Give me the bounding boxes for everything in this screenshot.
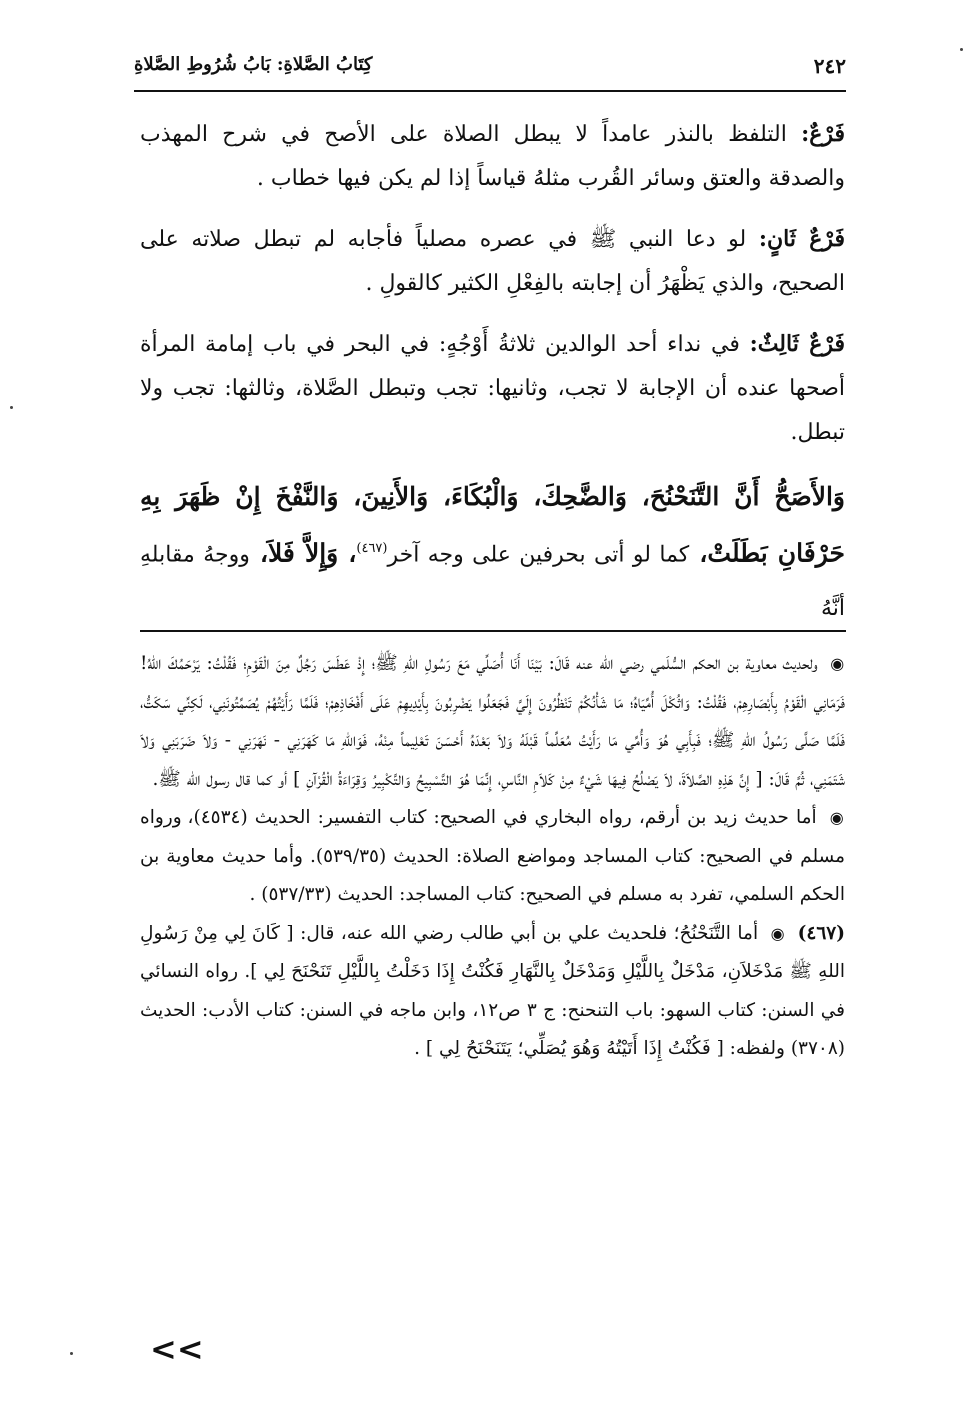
footnote-467 — [140, 915, 845, 1069]
footnote-text: أما حديث زيد بن أرقم، رواه البخاري في الصحيح: كتاب التفسير: الحديث (٤٥٣٤)، ورواه مسلم في الصحيح: كتاب المساجد ومواضع الصلاة: الحديث (٥٣٩/٣٥). وأما حديث معاوية بن الحكم السلمي، تفرد به مسلم في الصحيح: كتاب المساجد: الحديث (٥٣٧/٣٣) . — [140, 807, 846, 905]
paragraph-far2 — [140, 217, 845, 306]
running-title: كِتَابُ الصَّلاةِ: بَابُ شُرُوطِ الصَّلاةِ — [134, 54, 373, 75]
sharh-text-b: ووجهُ مقابلهِ أنَّهُ — [140, 542, 845, 622]
far3-text: في نداء أحد الوالدين ثلاثةُ أَوْجُهٍ: في البحر في باب إمامة المرأة أصحها عنده أن الإجابة لا تجب، وثانيها: تجب وتبطل الصَّلاة، وثالثها: تجب ولا تبطل. — [140, 332, 845, 445]
footnote-text: أما التَّنَحْنُحُ؛ فلحديث علي بن أبي طالب رضي الله عنه، قال: [ كَانَ لِي مِنْ رَسُولِ اللهِ ﷺ مَدْخَلاَنِ، مَدْخَلٌ بِاللَّيْلِ وَمَدْخَلٌ بِالنَّهَارِ فَكُنْتُ إِذَا دَخَلْتُ بِاللَّيْلِ تَنَحْنَحَ لِي ]. رواه النسائي في السنن: كتاب السهو: باب التنحنح: ج ٣ ص١٢، وابن ماجه في السنن: كتاب الأدب: الحديث (٣٧٠٨) ولفظه: [ فَكُنْتُ إِذَا أَتَيْتُهُ وَهُوَ يُصَلِّي؛ يَتَنَحْنَحُ لِي ] . — [140, 922, 845, 1059]
far3-term: فَرْعٌ ثَالِثٌ: — [749, 331, 846, 357]
far1-term: فَرْعٌ: — [801, 121, 845, 147]
page-number: ٢٤٢ — [813, 54, 846, 78]
far2-term: فَرْعٌ ثَانٍ: — [758, 226, 845, 252]
scan-speck — [70, 1352, 73, 1355]
footnote-bullet-icon: ◉ — [830, 654, 845, 673]
matn-text-a: وَالأَصَحُّ أَنَّ التَّنَحْنُحَ، وَالضَّحِكَ، وَالْبُكَاءَ، وَالأَنِينَ، وَالنَّفْخَ إِنْ ظَهَرَ بِهِ حَرْفَانِ بَطَلَتْ، — [140, 482, 845, 568]
page-header — [134, 50, 846, 92]
footnote-text: ولحديث معاوية بن الحكم السُّلَمي رضي الله عنه قَالَ: بَيْنَا أَنَا أُصَلِّي مَعَ رَسُولِ اللهِ ﷺ؛ إِذْ عَطَسَ رَجُلٌ مِنَ الْقَوْمِ؛ فَقُلْتُ: يَرْحَمُكَ اللهُ! فَرَمَانِي الْقَوْمُ بِأَبْصَارِهِمْ، فَقُلْتُ: وَاثُكْلَ أُمِّيَاهُ؛ مَا شَأْنُكُمْ تَنْظُرُونَ إِلَيَّ فَجَعَلُوا يَضْرِبُونَ بِأَيْدِيهِمْ عَلَى أَفْخَاذِهِمْ؛ فَلَمَّا رَأَيْتُهُمْ يُصَمِّتُونَنِي، لَكِنِّي سَكَتُّ، فَلَمَّا صَلَّى رَسُولُ اللهِ ﷺ؛ فَبِأَبِي هُوَ وَأُمِّي مَا رَأَيْتُ مُعَلِّماً قَبْلَهُ وَلاَ بَعْدَهُ أَحْسَنَ تَعْلِيماً مِنْهُ، فَوَاللهِ مَا كَهَرَنِي - نَهَرَنِي - وَلاَ ضَرَبَنِي وَلاَ شَتَمَنِي، ثُمَّ قَالَ: [ إِنَّ هَذِهِ الصَّلاَةَ، لاَ يَصْلُحُ فِيهَا شَيْءٌ مِنْ كَلاَمِ النَّاسِ، إِنَّمَا هُوَ التَّسْبِيحُ وَالتَّكْبِيرُ وَقِرَاءَةُ الْقُرْآنِ ] أو كما قال رسول الله ﷺ. — [140, 653, 845, 790]
footnotes — [140, 645, 845, 1069]
far1-text: التلفظ بالنذر عامداً لا يبطل الصلاة على الأصح في شرح المهذب والصدقة والعتق وسائر القُرب مثلهُ قياساً إذا لم يكن فيها خطاب . — [140, 122, 845, 191]
far2-text: لو دعا النبي ﷺ في عصره مصلياً فأجابه لم تبطل صلاته على الصحيح، والذي يَظْهَرُ أن إجابته بالفِعْلِ الكثير كالقولِ . — [140, 227, 845, 296]
paragraph-far3 — [140, 322, 845, 455]
page-nav-arrows-icon[interactable]: << — [150, 1330, 204, 1368]
footnote-takhrij — [140, 799, 845, 915]
footnote-marker-467[interactable]: (٤٦٧) — [356, 541, 388, 556]
scan-speck — [10, 406, 13, 409]
sharh-text-a: كما لو أتى بحرفين على وجه آخر — [387, 542, 690, 568]
footnote-hadith-muawiya — [140, 645, 845, 799]
paragraph-matn: وَالأَصَحُّ أَنَّ التَّنَحْنُحَ، وَالضَّحِكَ، وَالْبُكَاءَ، وَالأَنِينَ، وَالنَّفْخَ إِنْ ظَهَرَ بِهِ حَرْفَانِ بَطَلَتْ، كما لو أتى بحرفين على وجه آخر$^{(٤٦٧)}$، وَإِلاَّ فَلاَ، ووجهُ مقابلهِ أنَّهُ — [140, 482, 845, 622]
main-text — [140, 112, 845, 651]
scan-speck — [960, 48, 963, 51]
footnote-bullet-icon: ◉ — [770, 923, 786, 943]
matn-text-b: وَإِلاَّ فَلاَ، — [259, 538, 339, 568]
footnote-divider — [140, 630, 846, 632]
paragraph-far1 — [140, 112, 845, 201]
footnote-bullet-icon: ◉ — [829, 808, 845, 827]
footnote-number: (٤٦٧) — [797, 922, 845, 944]
